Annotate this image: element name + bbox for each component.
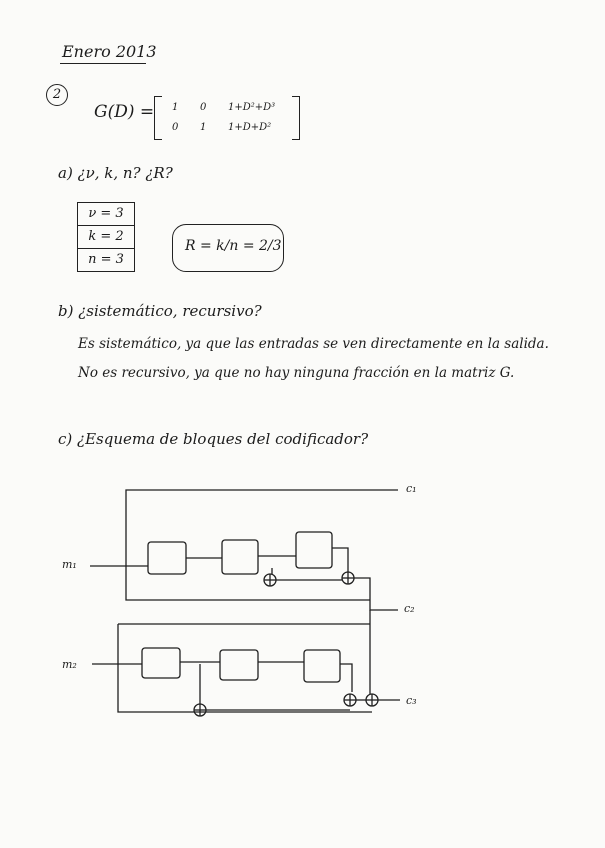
param-k: k = 2 <box>77 225 135 248</box>
matrix-cell-r2c2: 1 <box>200 122 207 133</box>
output-label-c1: c₁ <box>406 482 417 495</box>
c1-output-line <box>126 490 398 566</box>
page-title: Enero 2013 <box>62 42 157 61</box>
delay-block-1-3 <box>296 532 332 568</box>
delay-block-1-2 <box>222 540 258 574</box>
matrix-cell-r2c3: 1+D+D² <box>228 122 272 133</box>
param-nu: ν = 3 <box>77 202 135 225</box>
c2-output-line <box>354 578 398 610</box>
matrix-cell-r1c2: 0 <box>200 102 207 113</box>
delay-block-2-1 <box>142 648 180 678</box>
delay-block-1-1 <box>148 542 186 574</box>
input-label-m2: m₂ <box>62 658 77 671</box>
delay-block-2-2 <box>220 650 258 680</box>
rate-formula: R = k/n = 2/3 <box>185 238 282 254</box>
matrix-label: G(D) = <box>94 102 155 122</box>
delay-block-2-3 <box>304 650 340 682</box>
param-n: n = 3 <box>77 248 135 272</box>
matrix-cell-r2c1: 0 <box>172 122 179 133</box>
matrix-cell-r1c1: 1 <box>172 102 179 113</box>
problem-number: 2 <box>46 84 68 106</box>
answer-b-systematic: Es sistemático, ya que las entradas se ven directamente en la salida. <box>78 336 549 352</box>
input-label-m1: m₁ <box>62 558 77 571</box>
question-a: a) ¿ν, k, n? ¿R? <box>58 164 173 182</box>
output-label-c2: c₂ <box>404 602 415 615</box>
m1-feed-line <box>126 566 370 600</box>
matrix-cell-r1c3: 1+D²+D³ <box>228 102 276 113</box>
question-b: b) ¿sistemático, recursivo? <box>58 302 262 320</box>
question-c: c) ¿Esquema de bloques del codificador? <box>58 430 369 448</box>
answer-b-recursive: No es recursivo, ya que no hay ninguna fracción en la matriz G. <box>78 365 515 381</box>
output-label-c3: c₃ <box>406 694 417 707</box>
